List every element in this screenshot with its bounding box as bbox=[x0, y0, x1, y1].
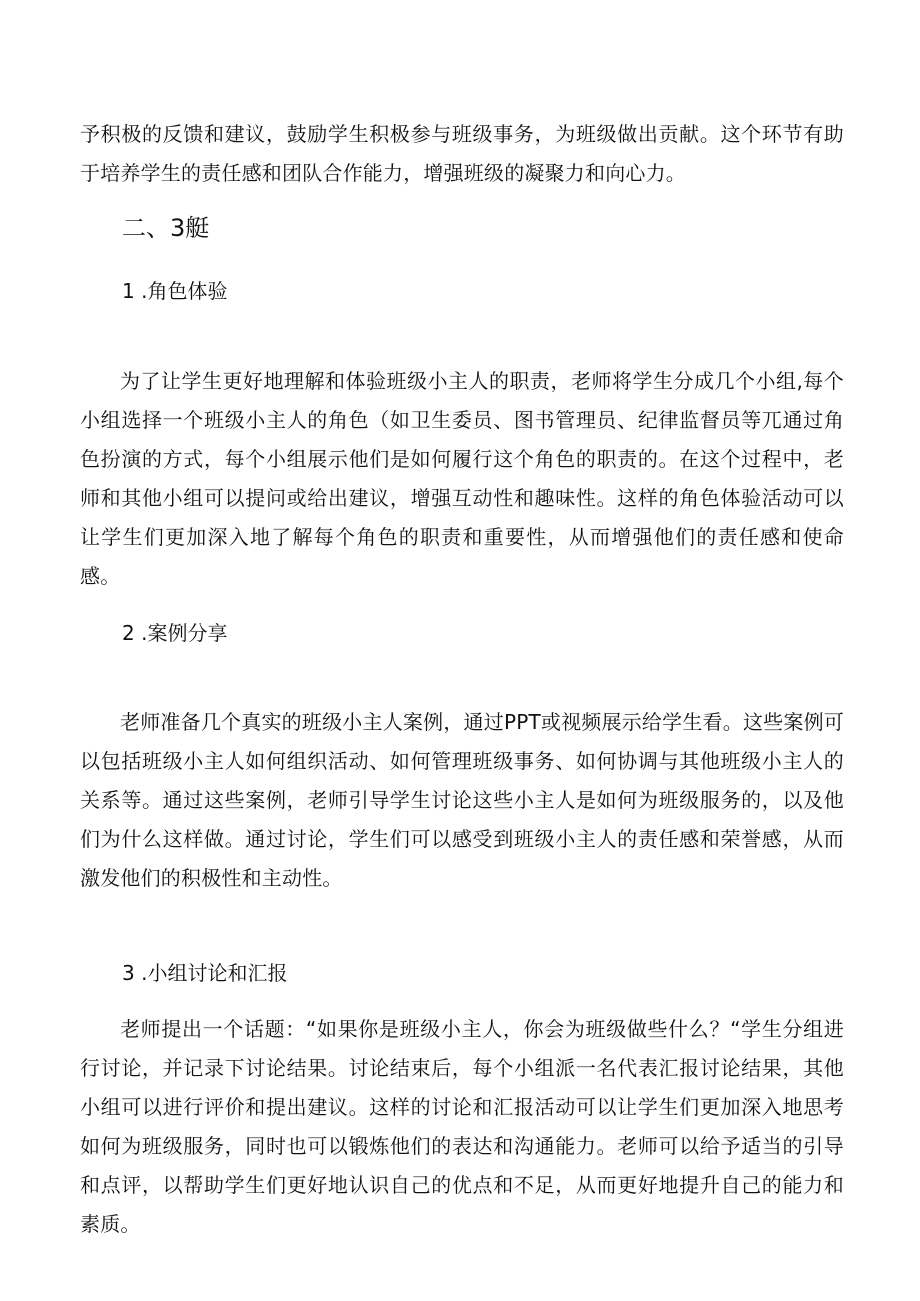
section-heading: 二、3艇 bbox=[122, 214, 210, 242]
subsection-title-role-experience: 1 .角色体验 bbox=[122, 279, 228, 303]
subsection-title-case-sharing: 2 .案例分享 bbox=[122, 621, 228, 645]
paragraph-role-experience: 为了让学生更好地理解和体验班级小主人的职责，老师将学生分成几个小组,每个小组选择一个班级小主人的角色（如卫生委员、图书管理员、纪律监督员等兀通过角色扮演的方式，每个小组展示他们是如何履行这个角色的职责的。在这个过程中，老师和其他小组可以提问或给出建议，增强互动性和趣味性。这样的角色体验活动可以让学生们更加深入地了解每个角色的职责和重要性，从而增强他们的责任感和使命感。 bbox=[80, 369, 844, 588]
paragraph-case-sharing: 老师准备几个真实的班级小主人案例，通过PPT或视频展示给学生看。这些案例可以包括班级小主人如何组织活动、如何管理班级事务、如何协调与其他班级小主人的关系等。通过这些案例，老师引导学生讨论这些小主人是如何为班级服务的，以及他们为什么这样做。通过讨论，学生们可以感受到班级小主人的责任感和荣誉感，从而激发他们的积极性和主动性。 bbox=[80, 710, 844, 890]
subsection-title-group-discussion: 3 .小组讨论和汇报 bbox=[122, 961, 288, 985]
paragraph-continued: 予积极的反馈和建议，鼓励学生积极参与班级事务，为班级做出贡献。这个环节有助于培养学生的责任感和团队合作能力，增强班级的凝聚力和向心力。 bbox=[80, 122, 844, 185]
paragraph-group-discussion: 老师提出一个话题：“如果你是班级小主人，你会为班级做些什么？“学生分组进行讨论，并记录下讨论结果。讨论结束后，每个小组派一名代表汇报讨论结果，其他小组可以进行评价和提出建议。这样的讨论和汇报活动可以让学生们更加深入地思考如何为班级服务，同时也可以锻炼他们的表达和沟通能力。老师可以给予适当的引导和点评，以帮助学生们更好地认识自己的优点和不足，从而更好地提升自己的能力和素质。 bbox=[80, 1017, 844, 1236]
